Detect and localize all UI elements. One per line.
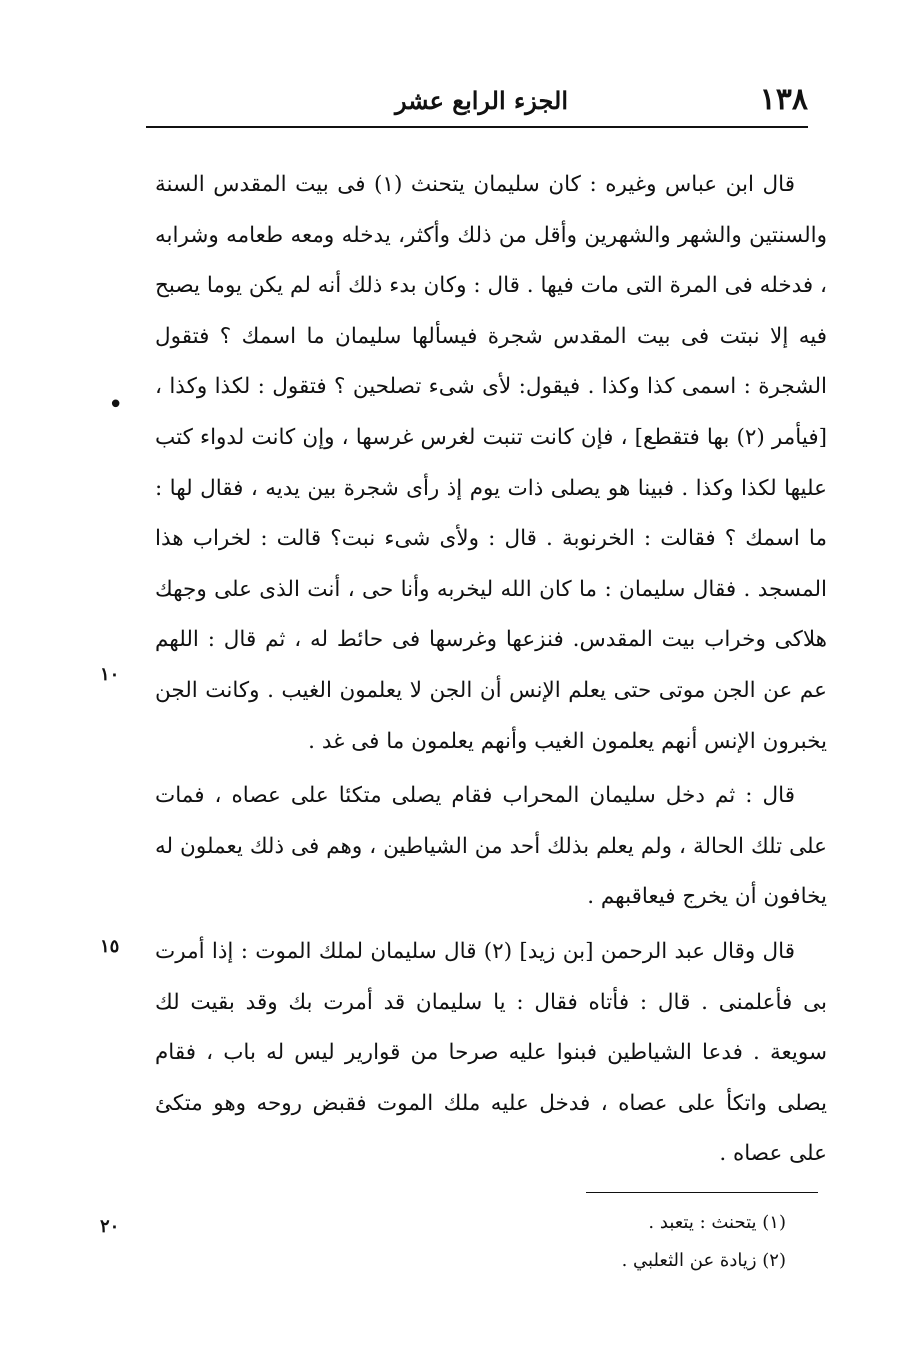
header-rule [146, 126, 808, 128]
footnote-rule [586, 1192, 818, 1193]
page-header [146, 78, 808, 124]
page-number: ١٣٨ [759, 82, 808, 117]
footnote: (٢) زيادة عن الثعلبي . [621, 1250, 786, 1271]
paragraph: قال : ثم دخل سليمان المحراب فقام يصلى متكئا على عصاه ، فمات على تلك الحالة ، ولم يعلم بذلك أحد من الشياطين ، وهم فى ذلك يعملون له يخافون أن يخرج فيعاقبهم . [155, 783, 827, 910]
footnote: (١) يتحنث : يتعبد . [648, 1212, 786, 1233]
margin-line-number-10: ١٠ [100, 664, 120, 685]
margin-line-number-20: ٢٠ [100, 1216, 120, 1237]
running-title: الجزء الرابع عشر [394, 86, 568, 115]
footnotes [420, 1204, 786, 1280]
margin-line-number-15: ١٥ [100, 936, 120, 957]
paragraph: قال ابن عباس وغيره : كان سليمان يتحنث (١) فى بيت المقدس السنة والسنتين والشهر والشهرين وأقل من ذلك وأكثر، يدخله ومعه طعامه وشرابه ، فدخله فى المرة التى مات فيها . قال : وكان بدء ذلك أنه لم يكن يوما يصبح فيه إلا نبتت فى بيت المقدس شجرة فيسألها سليمان ما اسمك ؟ فتقول الشجرة : اسمى كذا وكذا . فيقول: لأى شىء تصلحين ؟ فتقول : لكذا وكذا ، [فيأمر (٢) بها فتقطع] ، فإن كانت تنبت لغرس غرسها ، وإن كانت لدواء كتب عليها لكذا وكذا . فبينا هو يصلى ذات يوم إذ رأى شجرة بين يديه ، فقال لها : ما اسمك ؟ فقالت : الخرنوبة . قال : ولأى شىء نبت؟ قالت : لخراب هذا المسجد . فقال سليمان : ما كان الله ليخربه وأنا حى ، أنت الذى على وجهك هلاكى وخراب بيت المقدس. فنزعها وغرسها فى حائط له ، ثم قال : اللهم عم عن الجن موتى حتى يعلم الإنس أن الجن لا يعلمون الغيب . وكانت الجن يخبرون الإنس أنهم يعلمون الغيب وأنهم يعلمون ما فى غد . [155, 172, 827, 754]
main-text [155, 160, 827, 1180]
margin-line-marker-5: • [108, 390, 124, 420]
paragraph: قال وقال عبد الرحمن [بن زيد] (٢) قال سليمان لملك الموت : إذا أمرت بى فأعلمنى . قال : فأتاه فقال : يا سليمان قد أمرت بك وقد بقيت لك سويعة . فدعا الشياطين فبنوا عليه صرحا من قوارير ليس له باب ، فقام يصلى واتكأ على عصاه ، فدخل عليه ملك الموت فقبض روحه وهو متكئ على عصاه . [155, 938, 827, 1167]
